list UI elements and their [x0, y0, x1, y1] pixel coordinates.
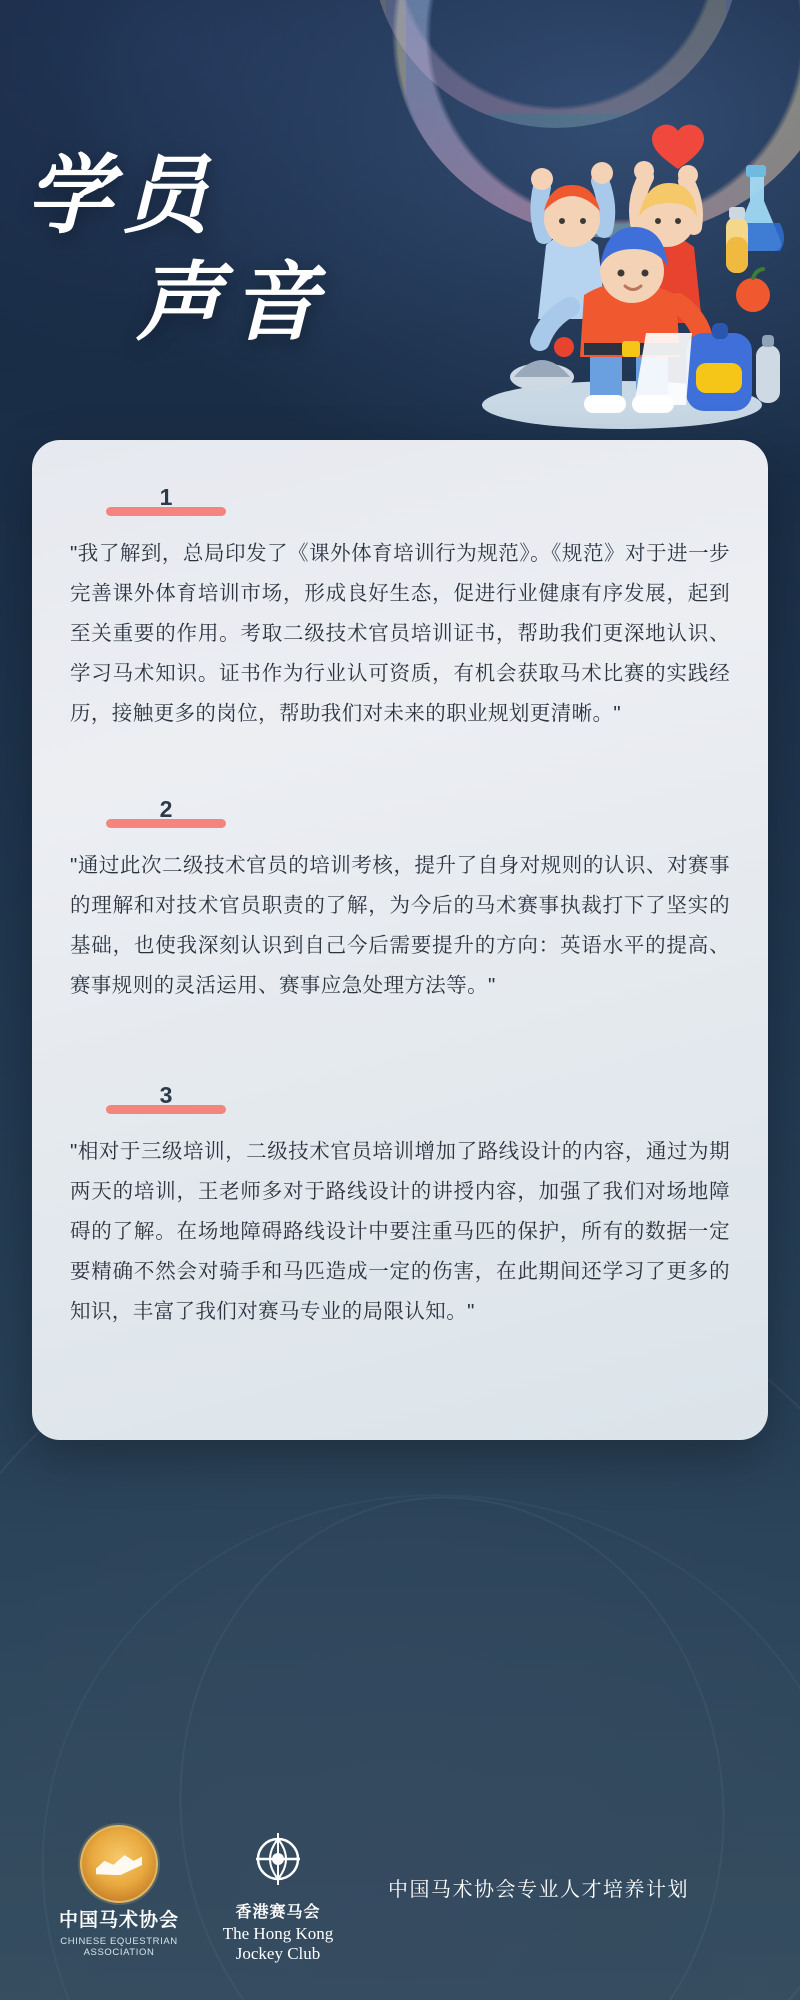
testimonial-number: 2 — [159, 795, 173, 822]
logo-chinese-equestrian-association — [44, 1825, 194, 1958]
testimonial-number: 1 — [159, 484, 173, 510]
logo-cea-name-cn: 中国马术协会 — [58, 1910, 179, 1932]
testimonial-item — [70, 486, 730, 734]
page-title-line-1: 学员 — [26, 148, 218, 244]
testimonial-text: "相对于三级培训，二级技术官员培训增加了路线设计的内容，通过为期两天的培训，王老师多对于路线设计的讲授内容，加强了我们对场地障碍的了解。在场地障碍路线设计中要注重马匹的保护，所有的数据一定要精确不然会对骑手和马匹造成一定的伤害，在此期间还学习了更多的知识，丰富了我们对赛马专业的局限认知。" — [70, 1139, 730, 1323]
testimonial-number: 3 — [159, 1081, 173, 1108]
logo-hkjc-name-en-2: Jockey Club — [235, 1944, 321, 1963]
footer-tagline: 中国马术协会专业人才培养计划 — [388, 1879, 689, 1901]
page-title — [26, 150, 328, 350]
footer — [0, 1750, 800, 2000]
section-spacer — [70, 768, 730, 798]
logo-hkjc-name-en-1: The Hong Kong — [222, 1924, 334, 1943]
logo-hkjc-name-cn: 香港赛马会 — [235, 1904, 321, 1921]
logo-cea-name-en: CHINESE EQUESTRIAN ASSOCIATION — [60, 1936, 178, 1958]
testimonial-number-badge — [106, 486, 226, 516]
testimonials-card — [32, 440, 768, 1440]
horse-emblem-icon — [80, 1825, 158, 1903]
testimonial-item — [70, 795, 730, 1006]
testimonial-number-badge — [106, 795, 226, 828]
page-title-line-2: 声音 — [136, 254, 328, 351]
testimonial-text: "我了解到，总局印发了《课外体育培训行为规范》。《规范》对于进一步完善课外体育培训市场，形成良好生态，促进行业健康有序发展，起到至关重要的作用。考取二级技术官员培训证书，帮助我们更深地认识、学习马术知识。证书作为行业认可资质，有机会获取马术比赛的实践经历，接触更多的岗位，帮助我们对未来的职业规划更清晰。" — [70, 542, 730, 725]
section-spacer — [70, 1040, 730, 1084]
testimonial-text: "通过此次二级技术官员的培训考核，提升了自身对规则的认识、对赛事的理解和对技术官员职责的了解，为今后的马术赛事执裁打下了坚实的基础，也使我深刻认识到自己今后需要提升的方向：英语水平的提高、赛事规则的灵活运用、赛事应急处理方法等。" — [70, 853, 730, 997]
jockey-club-emblem-icon — [246, 1829, 310, 1893]
testimonial-number-badge — [106, 1081, 226, 1114]
logo-hong-kong-jockey-club — [208, 1829, 348, 1964]
students-group-illustration — [450, 95, 790, 435]
testimonial-item — [70, 1081, 730, 1332]
